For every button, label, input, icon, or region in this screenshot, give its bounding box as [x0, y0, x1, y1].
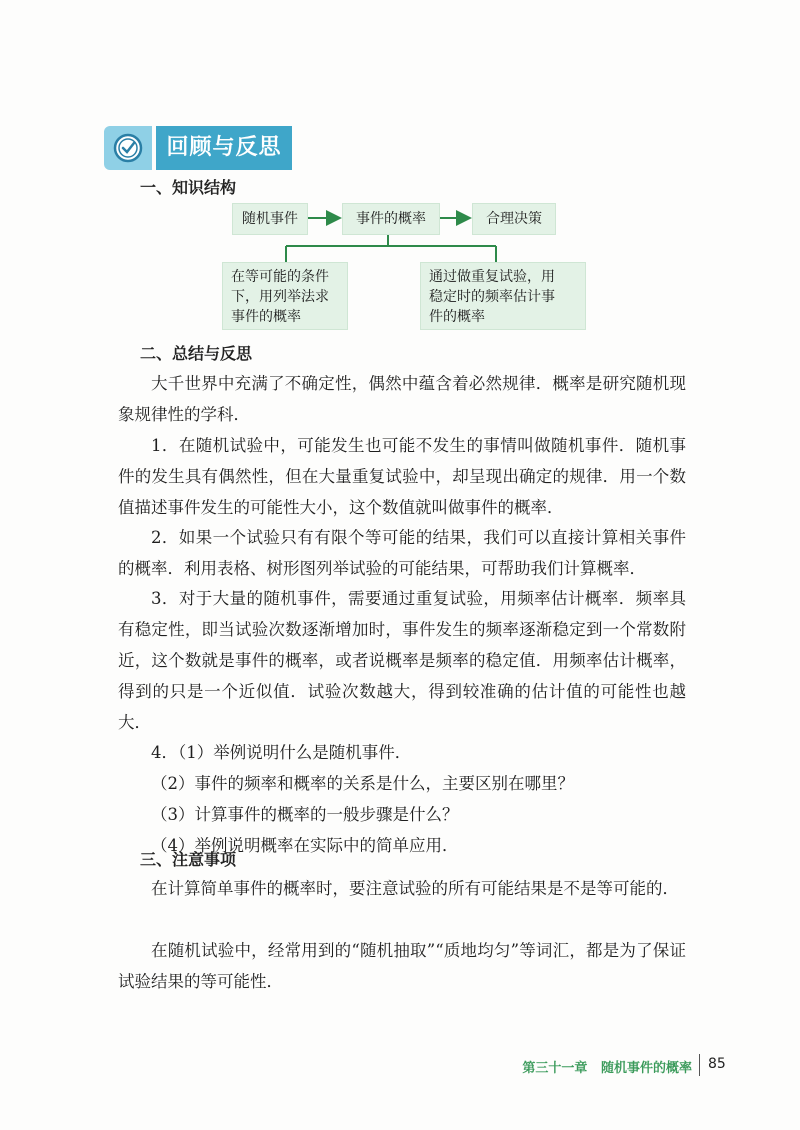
- page-title: 回顾与反思: [156, 126, 292, 170]
- box-line: 下，用列举法求: [231, 289, 329, 305]
- paragraph-intro: 大千世界中充满了不确定性，偶然中蕴含着必然规律．概率是研究随机现象规律性的学科．: [118, 374, 686, 424]
- section-heading-notes: 三、注意事项: [140, 850, 237, 869]
- box-line: 稳定时的频率估计事: [429, 289, 555, 305]
- footer-chapter: [522, 1057, 692, 1076]
- paragraph-1: 1．在随机试验中，可能发生也可能不发生的事情叫做随机事件．随机事件的发生具有偶然性，但在大量重复试验中，却呈现出确定的规律．用一个数值描述事件发生的可能性大小，这个数值就叫做事件的概率．: [118, 436, 686, 517]
- chapter-title: 随机事件的概率: [600, 1061, 692, 1076]
- page-number: 85: [708, 1056, 726, 1072]
- box-line: 在等可能的条件: [231, 269, 329, 285]
- node-random-event: 随机事件: [232, 203, 308, 235]
- section-heading-knowledge: 一、知识结构: [140, 178, 237, 197]
- question-1: 4．（1）举例说明什么是随机事件．: [151, 743, 412, 762]
- paragraph-2: 2．如果一个试验只有有限个等可能的结果，我们可以直接计算相关事件的概率．利用表格、树形图列举试验的可能结果，可帮助我们计算概率．: [118, 528, 686, 578]
- box-line: 件的概率: [429, 309, 485, 325]
- section-heading-summary: 二、总结与反思: [140, 344, 253, 363]
- node-rational-decision: 合理决策: [472, 203, 556, 235]
- node-event-probability: 事件的概率: [342, 203, 440, 235]
- paragraph-3: 3．对于大量的随机事件，需要通过重复试验，用频率估计概率．频率具有稳定性，即当试验次数逐渐增加时，事件发生的频率逐渐稳定到一个常数附近，这个数就是事件的概率，或者说概率是频率的稳定值．用频率估计概率，得到的只是一个近似值．试验次数越大，得到较准确的估计值的可能性也越大．: [118, 589, 686, 732]
- flow-connectors: [0, 0, 800, 340]
- question-4: （4）举例说明概率在实际中的简单应用．: [151, 836, 459, 855]
- box-enumeration-method: [222, 262, 348, 330]
- question-2: （2）事件的频率和概率的关系是什么，主要区别在哪里？: [151, 774, 574, 793]
- note-2: 在随机试验中，经常用到的“随机抽取”“质地均匀”等词汇，都是为了保证试验结果的等可能性．: [118, 941, 686, 991]
- question-3: （3）计算事件的概率的一般步骤是什么？: [151, 805, 459, 824]
- footer-divider: [699, 1054, 700, 1076]
- box-frequency-method: [420, 262, 586, 330]
- chapter-number: 第三十一章: [522, 1061, 588, 1076]
- box-line: 通过做重复试验，用: [429, 269, 555, 285]
- note-1: 在计算简单事件的概率时，要注意试验的所有可能结果是不是等可能的．: [151, 879, 679, 898]
- box-line: 事件的概率: [231, 309, 301, 325]
